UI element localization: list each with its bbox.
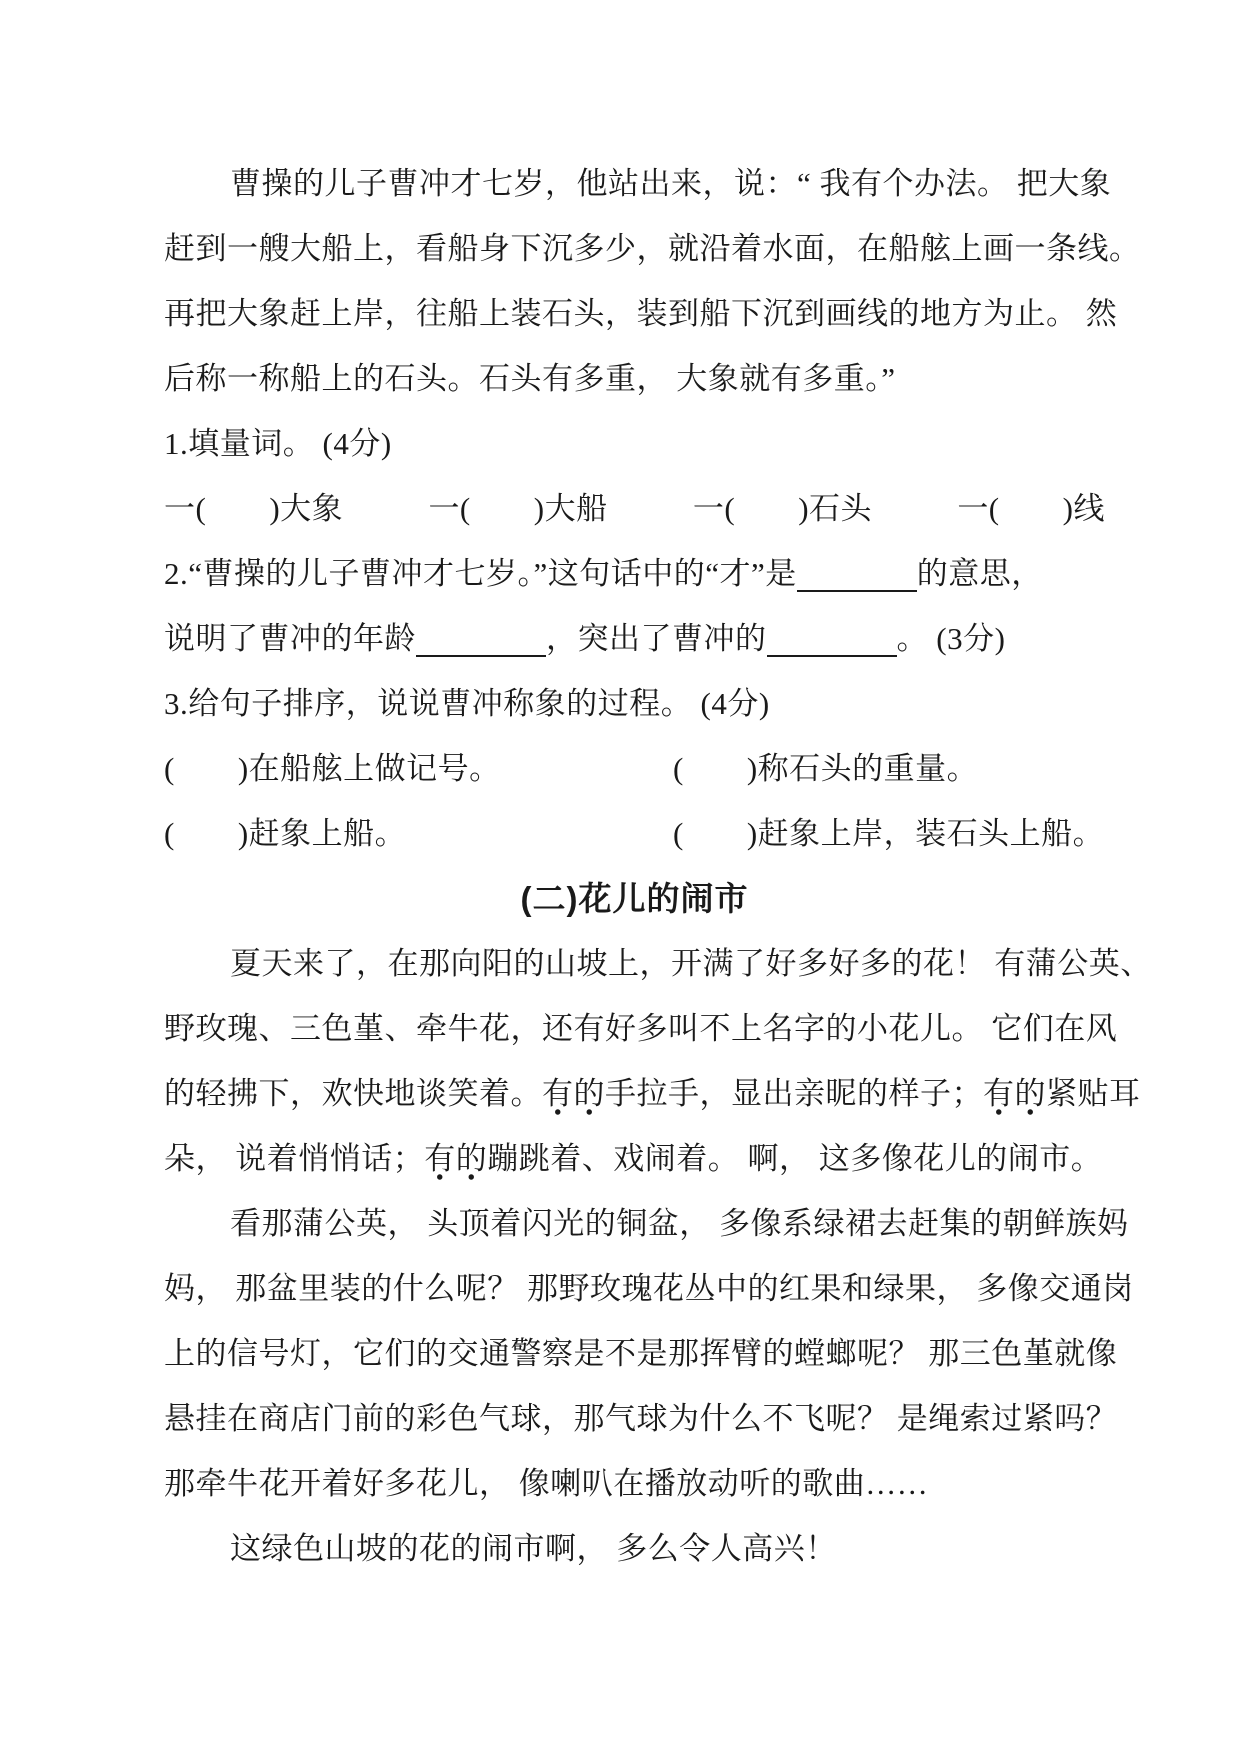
passage2-line-7: 上的信号灯，它们的交通警察是不是那挥臂的螳螂呢？ 那三色堇就像: [164, 1336, 1118, 1371]
sequence-item-elephant-ashore: ( )赶象上岸，装石头上船。: [673, 816, 1105, 851]
passage2-text: 蹦跳着、戏闹着。 啊， 这多像花儿的闹市。: [487, 1141, 1103, 1176]
measure-word-item-line: 一( )线: [957, 491, 1105, 526]
emphasized-word: 有的: [983, 1076, 1046, 1116]
sequence-item-mark-hull: ( )在船舷上做记号。: [164, 751, 501, 786]
passage1-line-3: 再把大象赶上岸，往船上装石头，装到船下沉到画线的地方为止。 然: [164, 296, 1118, 331]
question-2-line-1: [164, 541, 1105, 606]
passage2-text: 的轻拂下，欢快地谈笑着。: [164, 1076, 542, 1111]
page-content: [164, 151, 1152, 1581]
question-2-text: ，突出了曹冲的: [546, 621, 767, 656]
passage2-line-2: 野玫瑰、三色堇、牵牛花，还有好多叫不上名字的小花儿。 它们在风: [164, 1011, 1118, 1046]
sequence-row-2: [164, 801, 1105, 866]
sequence-item-elephant-on-boat: ( )赶象上船。: [164, 816, 407, 851]
answer-blank: [797, 590, 917, 593]
sequence-row-1: [164, 736, 1105, 801]
question-2-text: 的意思，: [916, 556, 1043, 591]
passage2-line-3: [164, 1061, 1141, 1126]
question-2-text: 说明了曹冲的年龄: [164, 621, 416, 656]
passage2-line-8: 悬挂在商店门前的彩色气球，那气球为什么不飞呢？ 是绳索过紧吗？: [164, 1401, 1118, 1436]
question-2-text: 2.“曹操的儿子曹冲才七岁。”这句话中的“才”是: [164, 556, 797, 591]
passage1-line-4: 后称一称船上的石头。石头有多重， 大象就有多重。”: [164, 361, 896, 396]
passage2-text: 紧贴耳: [1046, 1076, 1141, 1111]
passage2-line-4: [164, 1126, 1105, 1191]
passage2-text: 手拉手，显出亲昵的样子；: [605, 1076, 983, 1111]
answer-blank: [767, 655, 897, 658]
emphasized-word: 有的: [542, 1076, 605, 1116]
passage2-line-5: 看那蒲公英， 头顶着闪光的铜盆， 多像系绿裙去赶集的朝鲜族妈: [230, 1206, 1129, 1241]
measure-word-row: [164, 476, 1105, 541]
answer-blank: [416, 655, 546, 658]
passage2-line-9: 那牵牛花开着好多花儿， 像喇叭在播放动听的歌曲……: [164, 1466, 929, 1501]
passage2-line-6: 妈， 那盆里装的什么呢？ 那野玫瑰花丛中的红果和绿果， 多像交通岗: [164, 1271, 1134, 1306]
sequence-item-weigh-stones: ( )称石头的重量。: [673, 751, 979, 786]
question-1-label: 1.填量词。 (4分): [164, 426, 392, 461]
question-2-line-2: [164, 606, 1105, 671]
measure-word-item-elephant: 一( )大象: [164, 491, 344, 526]
question-2-text: 。 (3分): [896, 621, 1006, 656]
passage2-title: (二)花儿的闹市: [520, 880, 749, 917]
passage2-line-1: 夏天来了，在那向阳的山坡上，开满了好多好多的花！ 有蒲公英、: [230, 946, 1152, 981]
measure-word-item-stone: 一( )石头: [692, 491, 873, 526]
question-3-label: 3.给句子排序，说说曹冲称象的过程。 (4分): [164, 686, 770, 721]
passage1-line-1: 曹操的儿子曹冲才七岁，他站出来，说：“ 我有个办法。 把大象: [230, 166, 1112, 201]
passage1-line-2: 赶到一艘大船上，看船身下沉多少，就沿着水面，在船舷上画一条线。: [164, 231, 1141, 266]
emphasized-word: 有的: [424, 1141, 487, 1181]
passage2-text: 朵， 说着悄悄话；: [164, 1141, 425, 1176]
passage2-line-10: 这绿色山坡的花的闹市啊， 多么令人高兴！: [230, 1531, 837, 1566]
measure-word-item-boat: 一( )大船: [428, 491, 608, 526]
